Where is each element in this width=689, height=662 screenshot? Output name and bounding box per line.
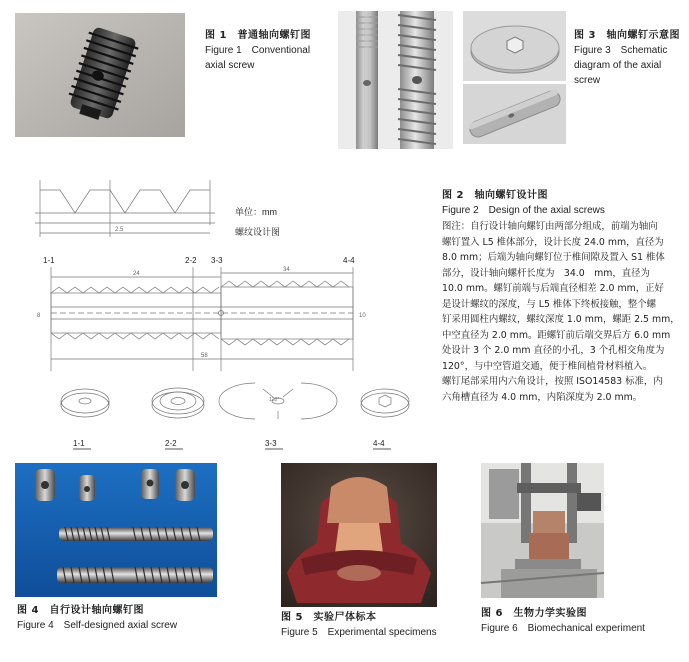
- note-line: 螺钉置入 L5 椎体部分，设计长度 24.0 mm，直径为: [442, 236, 664, 248]
- note-line: 部分，设计轴向螺杆长度为 34.0 mm，直径为: [442, 267, 650, 279]
- figure4-caption-zh: 图 4 自行设计轴向螺钉图: [17, 605, 144, 616]
- figure6-caption-en: Figure 6 Biomechanical experiment: [481, 623, 645, 634]
- figure3-caption-en-line2: diagram of the axial: [574, 60, 662, 71]
- figure4-photo: [15, 463, 217, 597]
- figure3-caption: [574, 28, 686, 88]
- figure2-note: [442, 219, 686, 405]
- figure1-caption-en-line2: axial screw: [205, 60, 255, 71]
- figure2-caption-zh: 图 2 轴向螺钉设计图: [442, 190, 548, 201]
- figure3-caption-zh: 图 3 轴向螺钉示意图: [574, 30, 680, 41]
- hole-angle-dim: 120°: [269, 397, 280, 403]
- diameter-dim-8: 8: [37, 313, 41, 319]
- figure1-photo: [15, 13, 185, 137]
- figure2-caption: [442, 188, 686, 218]
- cadaver-specimen-image: [281, 463, 437, 607]
- figure3-caption-en-line3: screw: [574, 75, 601, 86]
- section-4-4-label: 4-4: [373, 439, 385, 448]
- figure1-caption-zh: 图 1 普通轴向螺钉图: [205, 30, 311, 41]
- length-dim-58: 58: [201, 353, 208, 359]
- figure5-caption: [281, 610, 471, 640]
- figure5-caption-zh: 图 5 实验尸体标本: [281, 612, 377, 623]
- figure4-caption-en: Figure 4 Self-designed axial screw: [17, 620, 178, 631]
- diameter-dim-10: 10: [359, 313, 366, 319]
- screw-design-drawing: [15, 175, 425, 450]
- section-2-2-label: 2-2: [165, 439, 177, 448]
- figure2-caption-en: Figure 2 Design of the axial screws: [442, 205, 605, 216]
- self-designed-screw-image: [15, 463, 217, 597]
- note-line: 中空直径为 2.0 mm。距螺钉前后端交界后方 6.0 mm: [442, 329, 671, 341]
- screw-cad-render: [338, 11, 453, 149]
- figure6-photo: [481, 463, 604, 598]
- section-1-1-label: 1-1: [73, 439, 85, 448]
- figure6-caption: [481, 606, 686, 636]
- note-line: 8.0 mm；后端为轴向螺钉位于椎间隙及置入 S1 椎体: [442, 252, 665, 263]
- figure3-caption-en-line1: Figure 3 Schematic: [574, 45, 668, 56]
- figure3-screw-render: [338, 11, 453, 149]
- thread-drawing-label: 螺纹设计图: [235, 227, 281, 237]
- section-3-3-label: 3-3: [265, 439, 277, 448]
- figure1-caption-en-line1: Figure 1 Conventional: [205, 45, 311, 56]
- figure6-caption-zh: 图 6 生物力学实验图: [481, 608, 587, 619]
- section-label-3: 3-3: [211, 256, 223, 265]
- biomechanical-test-image: [481, 463, 604, 598]
- figure2-design-drawing: [15, 175, 425, 450]
- note-line: 10.0 mm。螺钉前端与后端直径相差 2.0 mm，正好: [442, 283, 664, 294]
- section-label-1: 1-1: [43, 256, 55, 265]
- pitch-dim: 2.5: [115, 227, 124, 233]
- section-label-4: 4-4: [343, 256, 355, 265]
- note-line: 是设计螺纹的深度，与 L5 椎体下终板接触，整个螺: [442, 298, 657, 310]
- screw-body-image: [463, 84, 566, 144]
- screw-head-image: [463, 11, 566, 81]
- note-line: 图注：自行设计轴向螺钉由两部分组成，前端为轴向: [442, 221, 658, 232]
- note-line: 钉采用圆柱内螺纹，螺纹深度 1.0 mm，螺距 2.5 mm，: [442, 314, 680, 325]
- note-line: 处设计 3 个 2.0 mm 直径的小孔，3 个孔相交角度为: [442, 345, 665, 356]
- note-line: 六角槽直径为 4.0 mm，内陷深度为 2.0 mm。: [442, 391, 643, 403]
- length-dim-34: 34: [283, 267, 290, 273]
- figure3-screw-body-render: [463, 84, 566, 144]
- conventional-screw-image: [15, 13, 185, 137]
- unit-label: 单位：mm: [235, 207, 277, 217]
- figure3-screw-head-render: [463, 11, 566, 81]
- figure5-photo: [281, 463, 437, 607]
- section-label-2: 2-2: [185, 256, 197, 265]
- note-line: 120°，与中空管道交通，便于椎间植骨材料植入。: [442, 360, 653, 372]
- length-dim-24: 24: [133, 271, 140, 277]
- figure4-caption: [17, 603, 247, 633]
- figure1-caption: [205, 28, 340, 73]
- figure5-caption-en: Figure 5 Experimental specimens: [281, 627, 437, 638]
- note-line: 螺钉尾部采用内六角设计，按照 ISO14583 标准，内: [442, 376, 663, 387]
